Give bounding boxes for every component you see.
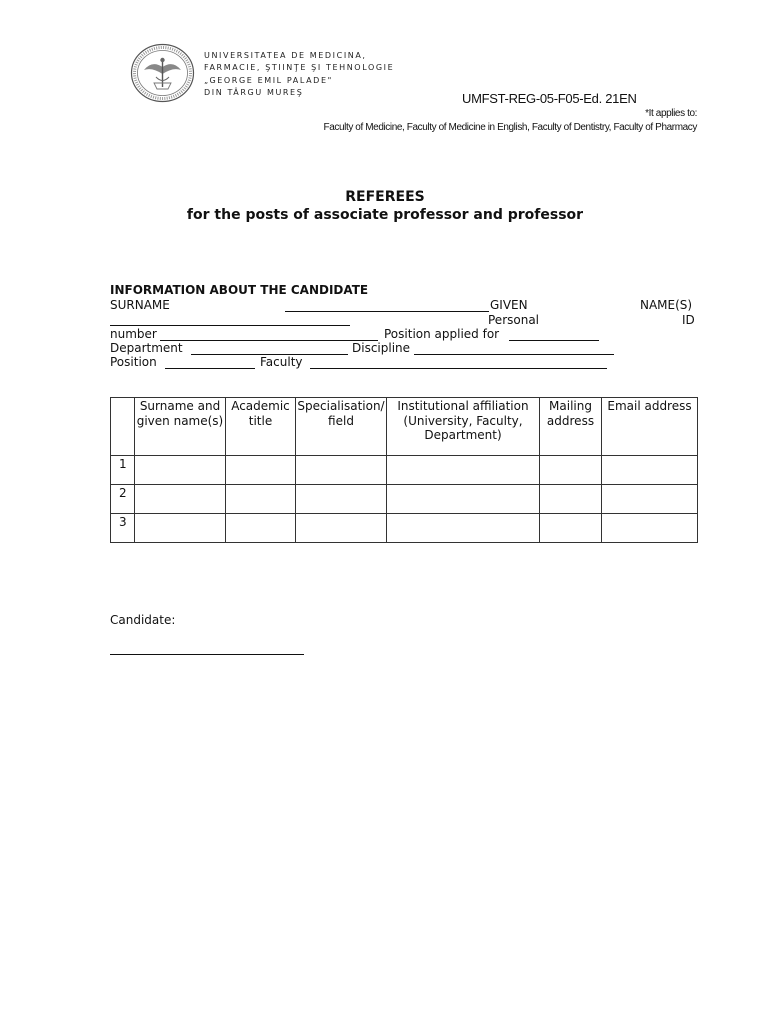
name-cell[interactable] (135, 456, 226, 485)
number-label: number (110, 327, 157, 341)
name-cell[interactable] (135, 514, 226, 543)
row-number: 2 (111, 485, 135, 514)
candidate-label: Candidate: (110, 613, 176, 627)
column-header-email: Email address (602, 398, 698, 456)
table-row (111, 456, 698, 485)
referees-table (110, 397, 698, 543)
table-row (111, 514, 698, 543)
row-number: 1 (111, 456, 135, 485)
discipline-label: Discipline (352, 341, 411, 355)
affiliation-cell[interactable] (387, 456, 540, 485)
column-header-affiliation: Institutional affiliation (University, Faculty, Department) (387, 398, 540, 456)
column-header-name: Surname and given name(s) (135, 398, 226, 456)
institution-line: „GEORGE EMIL PALADE" (204, 75, 333, 85)
specialisation-cell[interactable] (296, 485, 387, 514)
mailing-address-cell[interactable] (540, 485, 602, 514)
surname-label: SURNAME (110, 298, 170, 312)
institution-name (204, 50, 394, 100)
given-label: GIVEN (490, 298, 528, 312)
faculties-list: Faculty of Medicine, Faculty of Medicine in English, Faculty of Dentistry, Faculty of Pharmacy (323, 122, 697, 133)
position-applied-label: Position applied for (384, 327, 500, 341)
column-header-mailing-address: Mailing address (540, 398, 602, 456)
page-title: REFEREES (345, 189, 425, 205)
position-applied-field[interactable] (509, 340, 599, 341)
mailing-address-cell[interactable] (540, 456, 602, 485)
email-cell[interactable] (602, 456, 698, 485)
candidate-signature-line[interactable] (110, 654, 304, 655)
title-cell[interactable] (226, 514, 296, 543)
institution-line: UNIVERSITATEA DE MEDICINA, (204, 51, 367, 60)
table-header-row (111, 398, 698, 456)
institution-line: FARMACIE, ŞTIINŢE ŞI TEHNOLOGIE (204, 63, 395, 73)
column-header-title: Academic title (226, 398, 296, 456)
department-label: Department (110, 341, 183, 355)
email-cell[interactable] (602, 485, 698, 514)
row-number: 3 (111, 514, 135, 543)
title-cell[interactable] (226, 485, 296, 514)
personal-id-number-field[interactable] (160, 340, 378, 341)
id-label: ID (682, 313, 695, 327)
page-subtitle: for the posts of associate professor and professor (186, 207, 584, 223)
position-field[interactable] (165, 368, 255, 369)
candidate-info-heading: INFORMATION ABOUT THE CANDIDATE (110, 283, 369, 297)
position-label: Position (110, 355, 157, 369)
surname-field[interactable] (285, 311, 489, 312)
title-cell[interactable] (226, 456, 296, 485)
faculty-label: Faculty (260, 355, 303, 369)
names-label: NAME(S) (640, 298, 693, 312)
institution-line: DIN TÂRGU MUREŞ (204, 88, 304, 98)
email-cell[interactable] (602, 514, 698, 543)
mailing-address-cell[interactable] (540, 514, 602, 543)
specialisation-cell[interactable] (296, 456, 387, 485)
name-cell[interactable] (135, 485, 226, 514)
faculty-field[interactable] (310, 368, 607, 369)
document-code: UMFST-REG-05-F05-Ed. 21EN (462, 91, 637, 106)
specialisation-cell[interactable] (296, 514, 387, 543)
university-seal-logo (130, 43, 195, 103)
affiliation-cell[interactable] (387, 485, 540, 514)
discipline-field[interactable] (414, 354, 614, 355)
column-header-specialisation: Specialisation/ field (296, 398, 387, 456)
table-row (111, 485, 698, 514)
affiliation-cell[interactable] (387, 514, 540, 543)
column-header-number (111, 398, 135, 456)
applies-to-label: *It applies to: (645, 108, 697, 119)
personal-label: Personal (488, 313, 540, 327)
given-names-field[interactable] (110, 325, 350, 326)
